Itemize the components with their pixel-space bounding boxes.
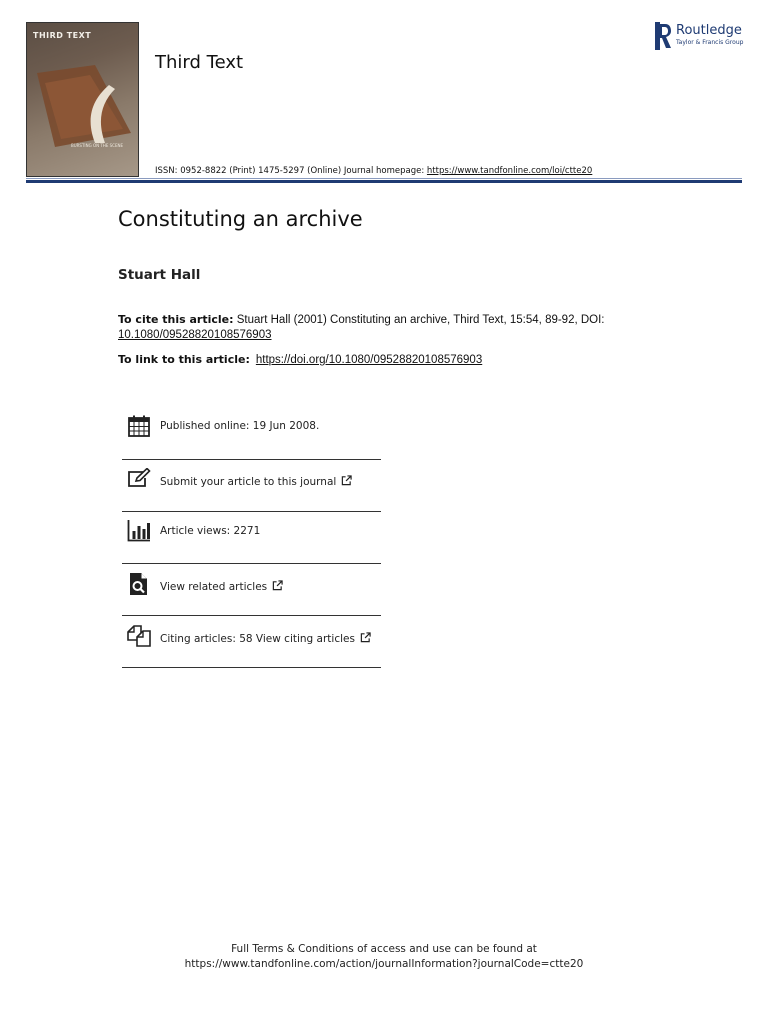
search-document-icon — [127, 572, 151, 596]
issn-text: ISSN: 0952-8822 (Print) 1475-5297 (Online) Journal homepage: — [155, 166, 427, 176]
copy-documents-icon — [127, 624, 151, 648]
cover-title: THIRD TEXT — [33, 31, 92, 40]
external-link-icon — [341, 475, 352, 486]
citation — [118, 312, 638, 343]
published-online-item — [122, 408, 381, 460]
journal-cover-image — [26, 22, 139, 177]
article-author: Stuart Hall — [118, 267, 201, 283]
submit-article-item[interactable] — [122, 460, 381, 512]
cite-doi-link[interactable]: 10.1080/09528820108576903 — [118, 329, 272, 341]
routledge-logo-icon — [654, 22, 672, 50]
article-link-line — [118, 353, 482, 366]
citing-articles-link[interactable] — [160, 632, 371, 645]
journal-homepage-link[interactable]: https://www.tandfonline.com/loi/ctte20 — [426, 166, 593, 176]
cite-label: To cite this article: — [118, 313, 234, 326]
submit-article-label: Submit your article to this journal — [160, 476, 337, 488]
external-link-icon — [272, 580, 283, 591]
calendar-icon — [127, 414, 151, 438]
cover-subtitle: BURSTING ON THE SCENE — [70, 143, 124, 148]
cite-text: Stuart Hall (2001) Constituting an archive, Third Text, 15:54, 89-92, DOI: — [233, 314, 605, 326]
citing-articles-item[interactable] — [122, 616, 381, 668]
terms-footer — [0, 942, 768, 972]
publisher-name: Routledge — [676, 23, 742, 38]
header-divider-thin — [26, 178, 742, 179]
terms-link[interactable]: https://www.tandfonline.com/action/journalInformation?journalCode=ctte20 — [184, 958, 584, 970]
link-label: To link to this article: — [118, 353, 250, 366]
related-articles-item[interactable] — [122, 564, 381, 616]
published-online-label: Published online: 19 Jun 2008. — [160, 420, 320, 432]
article-doi-link[interactable]: https://doi.org/10.1080/09528820108576903 — [255, 354, 483, 366]
bar-chart-icon — [127, 518, 151, 542]
publisher-logo[interactable] — [654, 22, 746, 50]
citing-articles-label: Citing articles: 58 View citing articles — [160, 633, 355, 645]
edit-icon — [127, 468, 151, 492]
header-divider — [26, 180, 742, 183]
journal-name: Third Text — [155, 52, 244, 73]
related-articles-label: View related articles — [160, 581, 268, 593]
publisher-group: Taylor & Francis Group — [676, 39, 744, 46]
issn-line — [155, 166, 592, 176]
article-views-item — [122, 512, 381, 564]
footer-line-1: Full Terms & Conditions of access and use can be found at — [231, 943, 537, 955]
cover-artwork — [35, 63, 133, 148]
external-link-icon — [360, 632, 371, 643]
submit-article-link[interactable] — [160, 475, 352, 488]
article-views-label: Article views: 2271 — [160, 525, 261, 537]
article-title: Constituting an archive — [118, 207, 363, 231]
article-info-list — [122, 408, 381, 668]
related-articles-link[interactable] — [160, 580, 283, 593]
